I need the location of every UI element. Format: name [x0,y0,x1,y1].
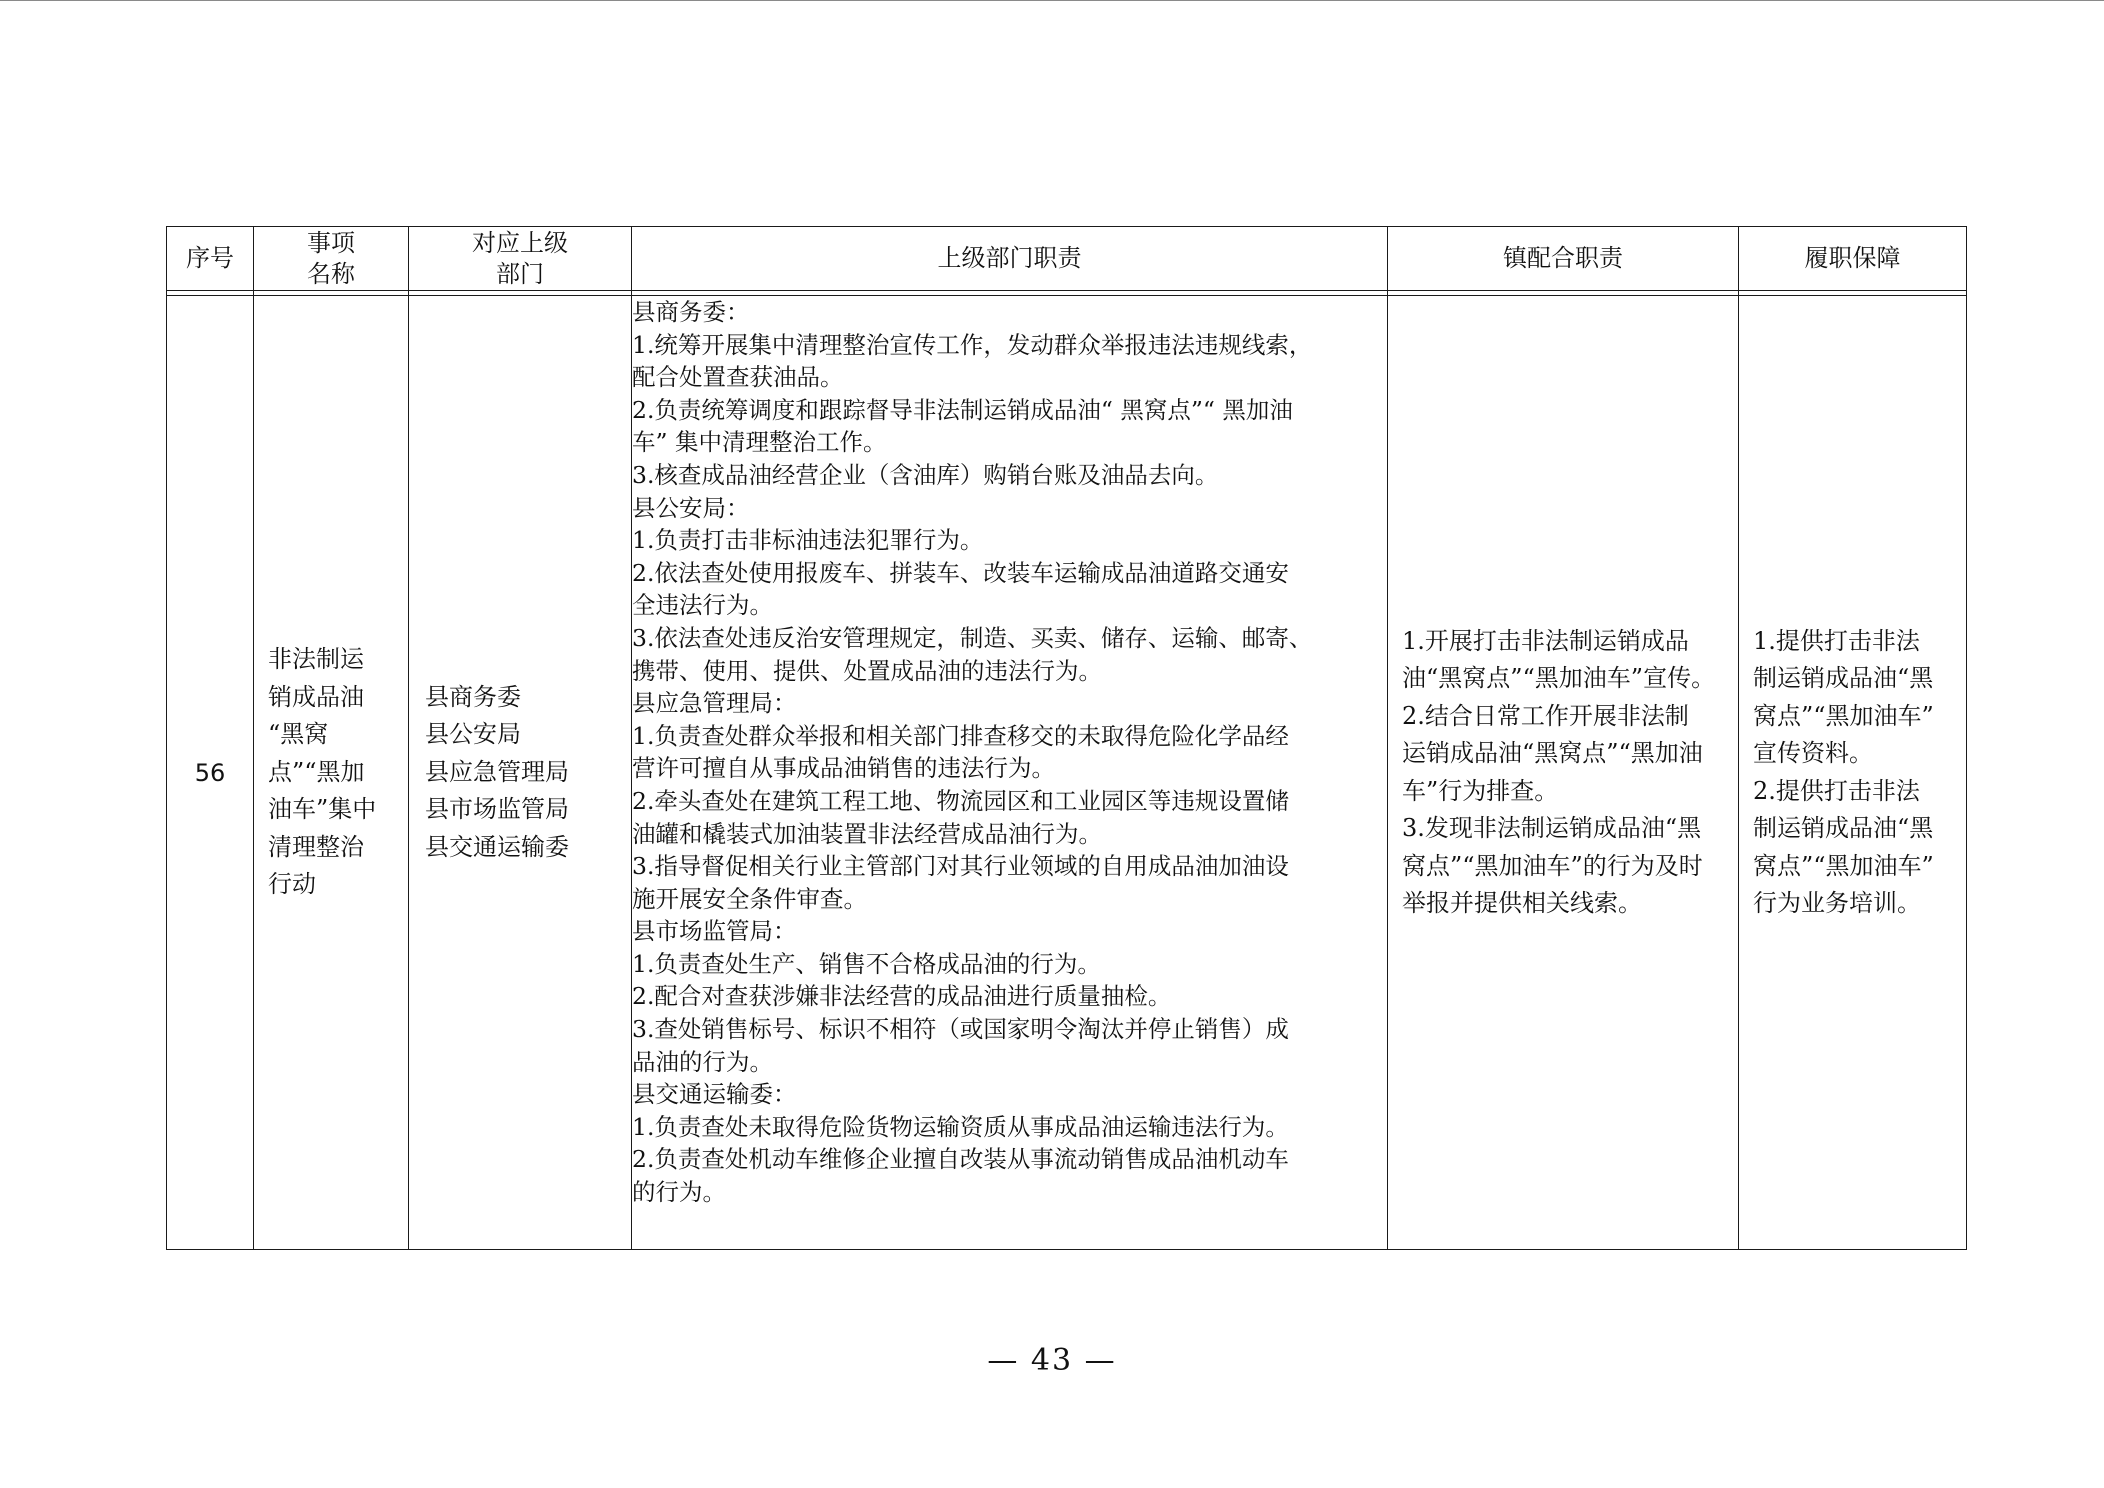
town-duty-line: 举报并提供相关线索。 [1402,889,1642,917]
town-duty-line: 油“黑窝点”“黑加油车”宣传。 [1402,664,1716,692]
superior-duty-line: 1.负责查处生产、销售不合格成品油的行为。 [632,949,1101,978]
superior-duty-line: 县商务委： [632,298,750,326]
item-name-line: 行动 [268,870,316,899]
guarantee-line: 2.提供打击非法 [1753,776,1920,805]
superior-duty-line: 2.负责统筹调度和跟踪督导非法制运销成品油“ 黑窝点”“ 黑加油 [632,395,1293,424]
item-name-line: 油车”集中 [268,795,377,824]
town-duty-line: 车”行为排查。 [1402,776,1559,805]
guarantee-line: 1.提供打击非法 [1753,626,1920,655]
page-number: — 43 — [987,1343,1117,1378]
guarantee-cell [1739,296,1967,1250]
superior-duty-line: 的行为。 [632,1178,726,1207]
superior-duty-line: 县交通运输委： [632,1080,797,1109]
guarantee-line: 行为业务培训。 [1753,889,1921,917]
header-item-name: 事项 名称 [254,227,409,291]
header-town-duties: 镇配合职责 [1388,227,1739,291]
superior-duty-line: 营许可擅自从事成品油销售的违法行为。 [632,754,1055,783]
superior-duty-line: 3.核查成品油经营企业（含油库）购销台账及油品去向。 [632,460,1219,489]
page-top-rule [0,0,2104,1]
department-item: 县交通运输委 [425,832,569,861]
town-duty-line: 运销成品油“黑窝点”“黑加油 [1402,739,1703,767]
duty-table [166,226,1967,1250]
town-duty-line: 2.结合日常工作开展非法制 [1402,701,1689,730]
superior-duty-line: 施开展安全条件审查。 [632,884,867,913]
superior-duty-line: 1.负责打击非标油违法犯罪行为。 [632,526,984,555]
superior-duty-line: 3.指导督促相关行业主管部门对其行业领域的自用成品油加油设 [632,852,1289,881]
superior-duty-line: 配合处置查获油品。 [632,363,844,392]
header-seq: 序号 [167,227,254,291]
superior-duty-line: 车” 集中清理整治工作。 [632,428,887,457]
header-superior-dept: 对应上级 部门 [409,227,632,291]
seq-number: 56 [194,758,226,787]
item-name [254,641,408,904]
superior-duties-cell [632,296,1388,1250]
superior-duty-line: 1.负责查处群众举报和相关部门排查移交的未取得危险化学品经 [632,721,1289,750]
superior-duty-line: 3.依法查处违反治安管理规定，制造、买卖、储存、运输、邮寄、 [632,623,1313,652]
guarantee-line: 窝点”“黑加油车” [1753,851,1934,880]
department-item: 县应急管理局 [425,757,569,786]
superior-duty-line: 2.配合对查获涉嫌非法经营的成品油进行质量抽检。 [632,982,1172,1011]
seq-cell [167,296,254,1250]
item-name-line: “黑窝 [268,720,329,749]
department-item: 县商务委 [425,682,521,711]
departments-cell [409,296,632,1250]
superior-duty-line: 品油的行为。 [632,1047,773,1076]
item-name-line: 点”“黑加 [268,757,365,786]
superior-duty-line: 携带、使用、提供、处置成品油的违法行为。 [632,656,1102,685]
town-duties-cell [1388,296,1739,1250]
table-header-row [167,227,1967,291]
department-item: 县公安局 [425,720,521,749]
superior-duty-line: 县公安局： [632,493,750,522]
superior-duty-line: 2.依法查处使用报废车、拼装车、改装车运输成品油道路交通安 [632,558,1289,587]
town-duties-text [1388,623,1738,923]
item-name-line: 销成品油 [268,682,364,711]
header-superior-duties: 上级部门职责 [632,227,1388,291]
town-duty-line: 3.发现非法制运销成品油“黑 [1402,814,1702,842]
town-duty-line: 1.开展打击非法制运销成品 [1402,626,1689,655]
superior-duties-text [632,296,1387,1209]
superior-duty-line: 2.负责查处机动车维修企业擅自改装从事流动销售成品油机动车 [632,1145,1289,1174]
superior-duty-line: 2.牵头查处在建筑工程工地、物流园区和工业园区等违规设置储 [632,786,1289,815]
guarantee-line: 窝点”“黑加油车” [1753,701,1934,730]
superior-duty-line: 1.负责查处未取得危险货物运输资质从事成品油运输违法行为。 [632,1112,1289,1141]
superior-duty-line: 1.统筹开展集中清理整治宣传工作，发动群众举报违法违规线索， [632,330,1313,359]
guarantee-line: 制运销成品油“黑 [1753,664,1934,692]
superior-duty-line: 县应急管理局： [632,689,797,718]
guarantee-text [1739,623,1966,923]
town-duty-line: 窝点”“黑加油车”的行为及时 [1402,851,1703,880]
guarantee-line: 制运销成品油“黑 [1753,814,1934,842]
superior-duty-line: 县市场监管局： [632,917,797,946]
department-list [409,679,631,867]
superior-duty-line: 3.查处销售标号、标识不相符（或国家明令淘汰并停止销售）成 [632,1015,1289,1044]
department-item: 县市场监管局 [425,795,569,824]
header-guarantee: 履职保障 [1739,227,1967,291]
item-name-line: 清理整治 [268,832,364,861]
table-row [167,296,1967,1250]
guarantee-line: 宣传资料。 [1753,739,1873,767]
superior-duty-line: 油罐和橇装式加油装置非法经营成品油行为。 [632,819,1102,848]
item-name-line: 非法制运 [268,645,364,674]
item-name-cell [254,296,409,1250]
superior-duty-line: 全违法行为。 [632,591,773,620]
